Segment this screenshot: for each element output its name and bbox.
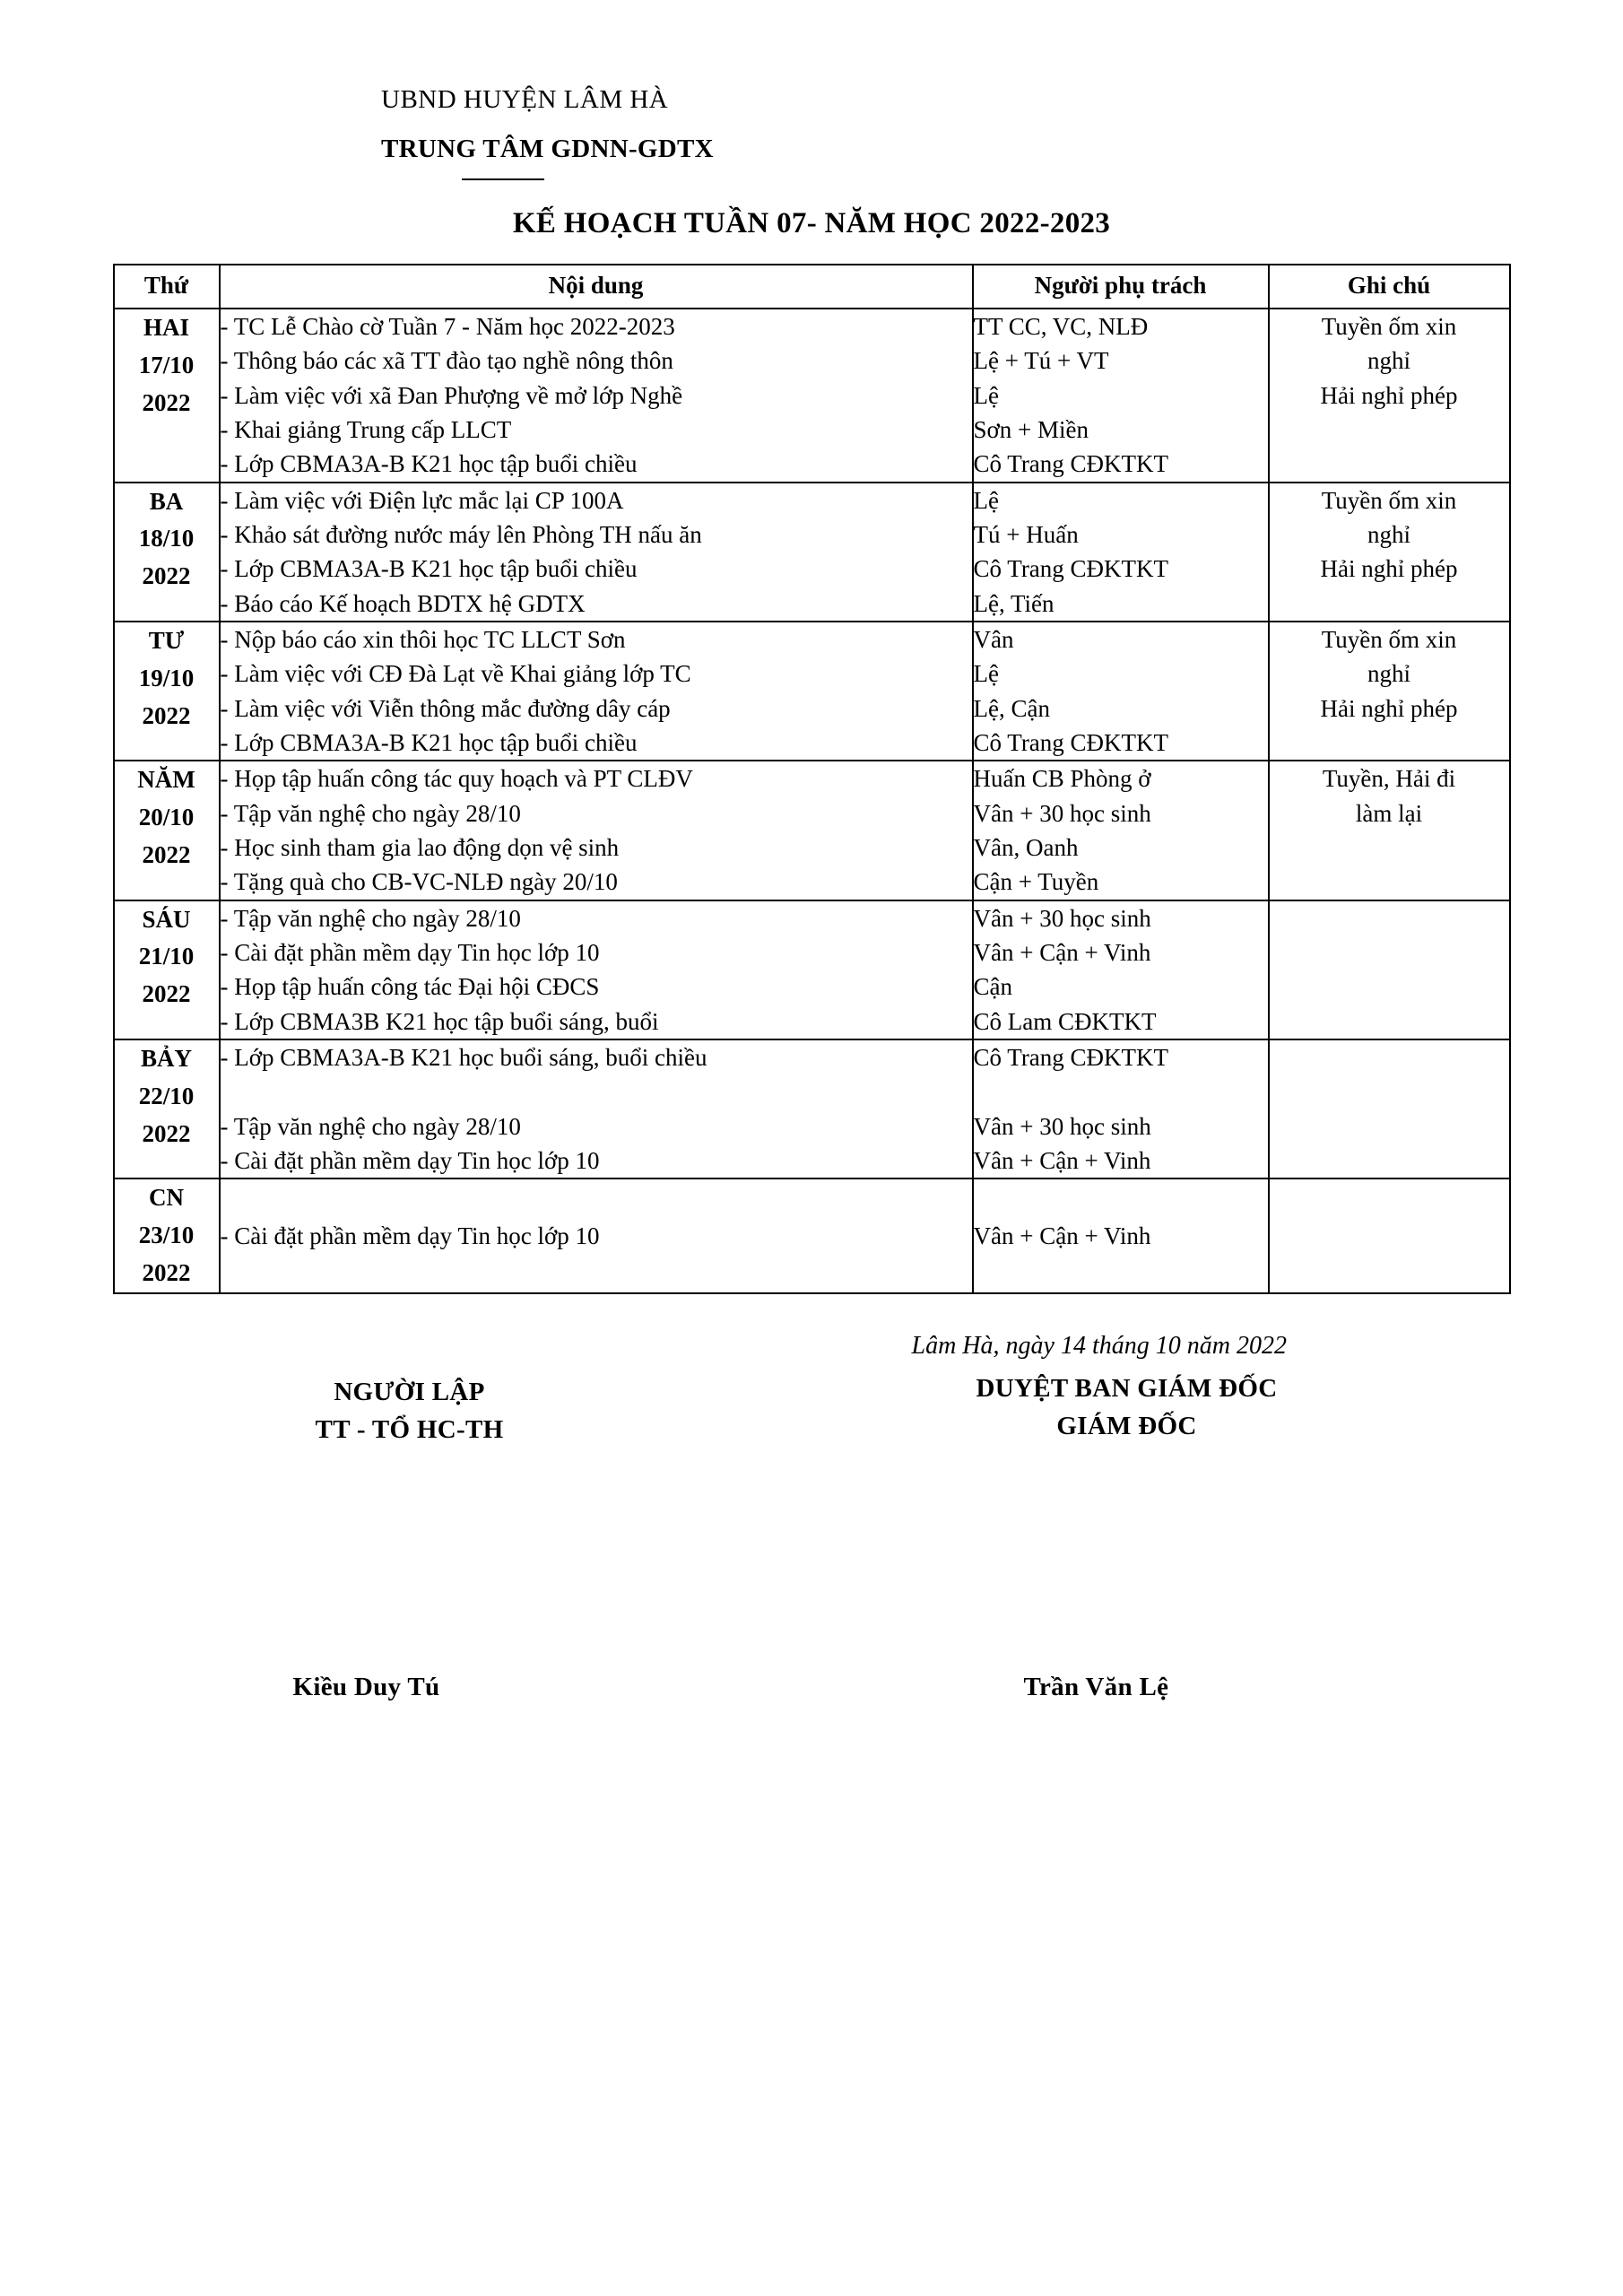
person-line: Cô Trang CĐKTKT bbox=[973, 450, 1169, 478]
cell-day bbox=[114, 483, 220, 622]
cell-day bbox=[114, 622, 220, 761]
header-divider bbox=[462, 178, 544, 180]
cell-note bbox=[1269, 761, 1510, 900]
cell-content bbox=[220, 761, 973, 900]
cell-note bbox=[1269, 309, 1510, 483]
person-line: Lệ bbox=[973, 381, 999, 409]
day-line: 2022 bbox=[142, 701, 191, 729]
person-line: Vân bbox=[973, 625, 1014, 653]
cell-content bbox=[220, 900, 973, 1039]
table-body bbox=[114, 309, 1510, 1293]
content-line: - Cài đặt phần mềm dạy Tin học lớp 10 bbox=[220, 1222, 600, 1249]
content-line: - Họp tập huấn công tác Đại hội CĐCS bbox=[220, 973, 600, 1001]
cell-person bbox=[973, 1039, 1269, 1178]
cell-note bbox=[1269, 622, 1510, 761]
note-line: Tuyền, Hải đi bbox=[1322, 765, 1456, 793]
signature-block-left bbox=[221, 1373, 598, 1448]
person-line: Vân + 30 học sinh bbox=[973, 799, 1151, 827]
note-line: Hải nghỉ phép bbox=[1320, 555, 1458, 583]
cell-day bbox=[114, 900, 220, 1039]
day-line: BA bbox=[149, 487, 184, 515]
content-line: - Lớp CBMA3A-B K21 học tập buổi chiều bbox=[220, 555, 638, 583]
content-line: - Khai giảng Trung cấp LLCT bbox=[220, 415, 512, 443]
content-line: - Cài đặt phần mềm dạy Tin học lớp 10 bbox=[220, 1146, 600, 1174]
cell-note bbox=[1269, 483, 1510, 622]
person-line: Cô Trang CĐKTKT bbox=[973, 1043, 1169, 1071]
person-line: Vân, Oanh bbox=[973, 833, 1079, 861]
content-line: - Khảo sát đường nước máy lên Phòng TH nấu ăn bbox=[220, 520, 702, 548]
day-line: 2022 bbox=[142, 388, 191, 416]
day-line: 19/10 bbox=[138, 664, 195, 691]
column-header-day: Thứ bbox=[114, 265, 220, 309]
person-line: Huấn CB Phòng ở bbox=[973, 765, 1151, 793]
day-line: 18/10 bbox=[138, 525, 195, 552]
person-line: Cô Trang CĐKTKT bbox=[973, 555, 1169, 583]
note-line: nghỉ bbox=[1367, 520, 1410, 548]
day-line: HAI bbox=[143, 314, 189, 341]
day-line: 23/10 bbox=[138, 1222, 195, 1249]
person-line: Cô Lam CĐKTKT bbox=[973, 1007, 1157, 1035]
table-row bbox=[114, 1178, 1510, 1293]
table-row bbox=[114, 483, 1510, 622]
table-row bbox=[114, 1039, 1510, 1178]
note-line: Tuyền ốm xin bbox=[1321, 313, 1457, 340]
day-line: 2022 bbox=[142, 562, 191, 590]
cell-content bbox=[220, 483, 973, 622]
note-line: Hải nghỉ phép bbox=[1320, 381, 1458, 409]
person-line: Vân + Cận + Vinh bbox=[973, 938, 1151, 966]
organization-line-2: TRUNG TÂM GDNN-GDTX bbox=[381, 135, 714, 163]
note-line: Tuyền ốm xin bbox=[1321, 625, 1457, 653]
day-line: 22/10 bbox=[138, 1082, 195, 1109]
content-line: - Học sinh tham gia lao động dọn vệ sinh bbox=[220, 833, 620, 861]
document-header bbox=[112, 85, 1511, 180]
person-line: Cận bbox=[973, 973, 1012, 1001]
organization-line-1: UBND HUYỆN LÂM HÀ bbox=[381, 85, 669, 114]
table-row bbox=[114, 309, 1510, 483]
cell-note bbox=[1269, 900, 1510, 1039]
cell-day bbox=[114, 1039, 220, 1178]
content-line: - Lớp CBMA3A-B K21 học buổi sáng, buổi chiều bbox=[220, 1043, 707, 1071]
person-line: Vân + 30 học sinh bbox=[973, 1112, 1151, 1140]
person-line: Vân + Cận + Vinh bbox=[973, 1222, 1151, 1249]
day-line: BẢY bbox=[140, 1044, 192, 1072]
person-line: Cận + Tuyền bbox=[973, 868, 1099, 896]
signature-left-title: NGƯỜI LẬP bbox=[334, 1377, 485, 1406]
content-line: - Thông báo các xã TT đào tạo nghề nông thôn bbox=[220, 347, 673, 375]
signature-block-right bbox=[903, 1370, 1351, 1445]
note-line: nghỉ bbox=[1367, 660, 1410, 688]
cell-person bbox=[973, 900, 1269, 1039]
note-line: làm lại bbox=[1355, 799, 1423, 827]
content-line: - Báo cáo Kế hoạch BDTX hệ GDTX bbox=[220, 589, 586, 617]
day-line: 2022 bbox=[142, 980, 191, 1008]
cell-note bbox=[1269, 1178, 1510, 1293]
cell-person bbox=[973, 483, 1269, 622]
signature-right-title: DUYỆT BAN GIÁM ĐỐC bbox=[976, 1373, 1278, 1403]
cell-content bbox=[220, 309, 973, 483]
column-header-note: Ghi chú bbox=[1269, 265, 1510, 309]
table-row bbox=[114, 900, 1510, 1039]
content-line: - Tập văn nghệ cho ngày 28/10 bbox=[220, 799, 521, 827]
column-header-content: Nội dung bbox=[220, 265, 973, 309]
content-line: - Tặng quà cho CB-VC-NLĐ ngày 20/10 bbox=[220, 868, 618, 896]
cell-person bbox=[973, 761, 1269, 900]
content-line: - Cài đặt phần mềm dạy Tin học lớp 10 bbox=[220, 938, 600, 966]
person-line: Sơn + Miền bbox=[973, 415, 1089, 443]
day-line: 21/10 bbox=[138, 943, 195, 970]
note-line: Tuyền ốm xin bbox=[1321, 486, 1457, 514]
cell-person bbox=[973, 1178, 1269, 1293]
day-line: TƯ bbox=[148, 626, 185, 654]
cell-person bbox=[973, 622, 1269, 761]
content-line: - Tập văn nghệ cho ngày 28/10 bbox=[220, 904, 521, 932]
note-line: nghỉ bbox=[1367, 347, 1410, 375]
day-line: 2022 bbox=[142, 840, 191, 868]
content-line: - Nộp báo cáo xin thôi học TC LLCT Sơn bbox=[220, 625, 626, 653]
table-header-row bbox=[114, 265, 1510, 309]
person-line: Lệ, Tiến bbox=[973, 589, 1055, 617]
person-line: Lệ bbox=[973, 486, 999, 514]
signature-left-subtitle: TT - TỔ HC-TH bbox=[315, 1414, 504, 1444]
person-line: TT CC, VC, NLĐ bbox=[973, 313, 1149, 340]
person-line: Cô Trang CĐKTKT bbox=[973, 728, 1169, 756]
signature-area bbox=[114, 1332, 1510, 1753]
table-header bbox=[114, 265, 1510, 309]
person-line: Vân + Cận + Vinh bbox=[973, 1146, 1151, 1174]
person-line: Lệ, Cận bbox=[973, 694, 1050, 722]
cell-content bbox=[220, 622, 973, 761]
note-line: Hải nghỉ phép bbox=[1320, 694, 1458, 722]
table-row bbox=[114, 622, 1510, 761]
content-line: - Làm việc với Viễn thông mắc đường dây cáp bbox=[220, 694, 671, 722]
cell-content bbox=[220, 1039, 973, 1178]
signature-left-name: Kiều Duy Tú bbox=[292, 1672, 440, 1701]
person-line: Lệ bbox=[973, 660, 999, 688]
content-line: - Làm việc với CĐ Đà Lạt về Khai giảng lớp TC bbox=[220, 660, 691, 688]
day-line: 17/10 bbox=[138, 351, 195, 378]
cell-person bbox=[973, 309, 1269, 483]
signature-right-name: Trần Văn Lệ bbox=[1023, 1672, 1169, 1701]
cell-day bbox=[114, 1178, 220, 1293]
content-line: - Lớp CBMA3A-B K21 học tập buổi chiều bbox=[220, 450, 638, 478]
column-header-person: Người phụ trách bbox=[973, 265, 1269, 309]
signature-right-subtitle: GIÁM ĐỐC bbox=[1056, 1411, 1197, 1440]
day-line: 2022 bbox=[142, 1119, 191, 1147]
table-row bbox=[114, 761, 1510, 900]
page-title: KẾ HOẠCH TUẦN 07- NĂM HỌC 2022-2023 bbox=[512, 207, 1111, 239]
content-line: - Lớp CBMA3A-B K21 học tập buổi chiều bbox=[220, 728, 638, 756]
day-line: NĂM bbox=[137, 766, 195, 794]
cell-day bbox=[114, 309, 220, 483]
cell-note bbox=[1269, 1039, 1510, 1178]
content-line: - TC Lễ Chào cờ Tuần 7 - Năm học 2022-2023 bbox=[220, 313, 675, 340]
day-line: CN bbox=[149, 1184, 184, 1212]
content-line: - Lớp CBMA3B K21 học tập buổi sáng, buổi bbox=[220, 1007, 659, 1035]
content-line: - Làm việc với xã Đan Phượng về mở lớp Nghề bbox=[220, 381, 683, 409]
day-line: SÁU bbox=[142, 905, 191, 933]
person-line: Vân + 30 học sinh bbox=[973, 904, 1151, 932]
person-line: Tú + Huấn bbox=[973, 520, 1079, 548]
cell-day bbox=[114, 761, 220, 900]
place-date: Lâm Hà, ngày 14 tháng 10 năm 2022 bbox=[911, 1331, 1287, 1360]
person-line: Lệ + Tú + VT bbox=[973, 347, 1109, 375]
content-line: - Làm việc với Điện lực mắc lại CP 100A bbox=[220, 486, 624, 514]
content-line: - Họp tập huấn công tác quy hoạch và PT CLĐV bbox=[220, 765, 693, 793]
content-line: - Tập văn nghệ cho ngày 28/10 bbox=[220, 1112, 521, 1140]
day-line: 2022 bbox=[142, 1258, 191, 1286]
cell-content bbox=[220, 1178, 973, 1293]
weekly-plan-table bbox=[113, 264, 1511, 1294]
day-line: 20/10 bbox=[138, 804, 195, 831]
